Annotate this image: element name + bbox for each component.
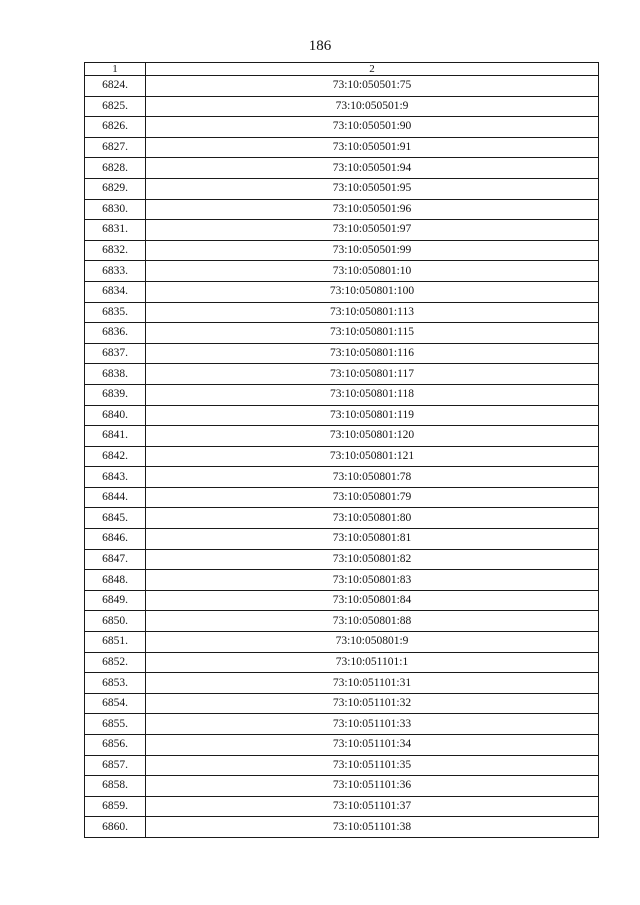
table-row [85, 590, 599, 611]
table-row [85, 508, 599, 529]
row-number-cell: 6850. [85, 611, 146, 632]
row-number-cell: 6855. [85, 714, 146, 735]
row-number-cell: 6842. [85, 446, 146, 467]
table-row [85, 673, 599, 694]
table-row [85, 117, 599, 138]
row-number-cell: 6853. [85, 673, 146, 694]
cadastral-number-cell: 73:10:050501:97 [146, 220, 599, 241]
row-number-cell: 6841. [85, 426, 146, 447]
cadastral-number-cell: 73:10:050501:96 [146, 199, 599, 220]
table-row [85, 220, 599, 241]
column-header-number: 1 [85, 63, 146, 76]
table-row [85, 735, 599, 756]
table-row [85, 776, 599, 797]
row-number-cell: 6838. [85, 364, 146, 385]
table-row [85, 693, 599, 714]
cadastral-number-cell: 73:10:050501:94 [146, 158, 599, 179]
table-row [85, 384, 599, 405]
row-number-cell: 6832. [85, 240, 146, 261]
cadastral-number-cell: 73:10:050801:117 [146, 364, 599, 385]
table-row [85, 487, 599, 508]
row-number-cell: 6846. [85, 529, 146, 550]
row-number-cell: 6856. [85, 735, 146, 756]
cadastral-number-cell: 73:10:050801:79 [146, 487, 599, 508]
table-row [85, 817, 599, 838]
table-row [85, 714, 599, 735]
cadastral-number-cell: 73:10:051101:37 [146, 796, 599, 817]
row-number-cell: 6837. [85, 343, 146, 364]
row-number-cell: 6858. [85, 776, 146, 797]
row-number-cell: 6860. [85, 817, 146, 838]
table-row [85, 446, 599, 467]
cadastral-number-cell: 73:10:050801:82 [146, 549, 599, 570]
cadastral-number-table [84, 62, 599, 838]
table-row [85, 632, 599, 653]
row-number-cell: 6852. [85, 652, 146, 673]
row-number-cell: 6834. [85, 281, 146, 302]
table-row [85, 796, 599, 817]
table-row [85, 302, 599, 323]
row-number-cell: 6836. [85, 323, 146, 344]
row-number-cell: 6835. [85, 302, 146, 323]
row-number-cell: 6829. [85, 178, 146, 199]
cadastral-number-cell: 73:10:050501:9 [146, 96, 599, 117]
cadastral-number-cell: 73:10:050801:116 [146, 343, 599, 364]
row-number-cell: 6839. [85, 384, 146, 405]
cadastral-number-cell: 73:10:050801:120 [146, 426, 599, 447]
row-number-cell: 6843. [85, 467, 146, 488]
cadastral-number-cell: 73:10:050801:9 [146, 632, 599, 653]
row-number-cell: 6824. [85, 76, 146, 97]
table-row [85, 240, 599, 261]
cadastral-number-cell: 73:10:050801:78 [146, 467, 599, 488]
table-row [85, 364, 599, 385]
table-row [85, 281, 599, 302]
row-number-cell: 6830. [85, 199, 146, 220]
row-number-cell: 6844. [85, 487, 146, 508]
table-row [85, 343, 599, 364]
cadastral-number-cell: 73:10:051101:34 [146, 735, 599, 756]
cadastral-number-cell: 73:10:051101:38 [146, 817, 599, 838]
cadastral-number-cell: 73:10:050801:119 [146, 405, 599, 426]
table-row [85, 755, 599, 776]
table-row [85, 96, 599, 117]
cadastral-number-cell: 73:10:050801:88 [146, 611, 599, 632]
table-row [85, 549, 599, 570]
table-row [85, 405, 599, 426]
cadastral-number-cell: 73:10:050501:90 [146, 117, 599, 138]
table-row [85, 178, 599, 199]
table-row [85, 611, 599, 632]
cadastral-number-cell: 73:10:050801:10 [146, 261, 599, 282]
table-header-row [85, 63, 599, 76]
row-number-cell: 6833. [85, 261, 146, 282]
cadastral-number-cell: 73:10:051101:36 [146, 776, 599, 797]
cadastral-number-cell: 73:10:050801:121 [146, 446, 599, 467]
row-number-cell: 6840. [85, 405, 146, 426]
cadastral-number-cell: 73:10:050801:80 [146, 508, 599, 529]
row-number-cell: 6854. [85, 693, 146, 714]
table-row [85, 261, 599, 282]
table-row [85, 323, 599, 344]
table-row [85, 529, 599, 550]
cadastral-number-cell: 73:10:050801:84 [146, 590, 599, 611]
row-number-cell: 6849. [85, 590, 146, 611]
cadastral-number-cell: 73:10:050501:99 [146, 240, 599, 261]
row-number-cell: 6825. [85, 96, 146, 117]
table-row [85, 76, 599, 97]
cadastral-number-cell: 73:10:051101:33 [146, 714, 599, 735]
cadastral-number-cell: 73:10:050801:113 [146, 302, 599, 323]
table-row [85, 158, 599, 179]
table-row [85, 570, 599, 591]
row-number-cell: 6851. [85, 632, 146, 653]
table-row [85, 652, 599, 673]
row-number-cell: 6859. [85, 796, 146, 817]
table-row [85, 426, 599, 447]
cadastral-number-cell: 73:10:050801:118 [146, 384, 599, 405]
page-number: 186 [308, 38, 332, 54]
row-number-cell: 6827. [85, 137, 146, 158]
cadastral-number-cell: 73:10:050501:91 [146, 137, 599, 158]
cadastral-number-cell: 73:10:051101:35 [146, 755, 599, 776]
table-row [85, 199, 599, 220]
cadastral-number-cell: 73:10:050801:100 [146, 281, 599, 302]
row-number-cell: 6828. [85, 158, 146, 179]
row-number-cell: 6857. [85, 755, 146, 776]
column-header-cadastral: 2 [146, 63, 599, 76]
table-body [85, 76, 599, 838]
cadastral-number-cell: 73:10:050801:83 [146, 570, 599, 591]
cadastral-number-cell: 73:10:050501:75 [146, 76, 599, 97]
row-number-cell: 6845. [85, 508, 146, 529]
cadastral-number-cell: 73:10:050501:95 [146, 178, 599, 199]
row-number-cell: 6848. [85, 570, 146, 591]
cadastral-number-cell: 73:10:051101:31 [146, 673, 599, 694]
row-number-cell: 6826. [85, 117, 146, 138]
row-number-cell: 6847. [85, 549, 146, 570]
row-number-cell: 6831. [85, 220, 146, 241]
table-row [85, 467, 599, 488]
cadastral-number-cell: 73:10:050801:81 [146, 529, 599, 550]
table-row [85, 137, 599, 158]
cadastral-number-cell: 73:10:050801:115 [146, 323, 599, 344]
cadastral-number-cell: 73:10:051101:32 [146, 693, 599, 714]
cadastral-number-cell: 73:10:051101:1 [146, 652, 599, 673]
